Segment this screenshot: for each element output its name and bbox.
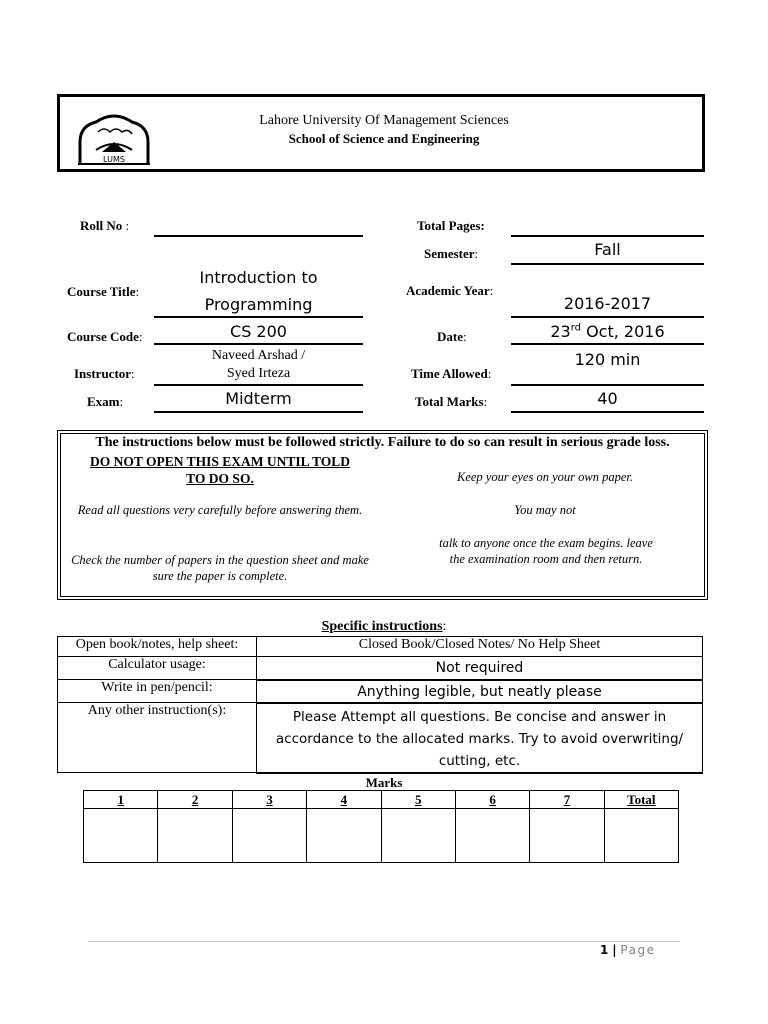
date-label: Date:	[437, 329, 467, 344]
school-name: School of Science and Engineering	[288, 131, 480, 146]
exam-line	[154, 411, 363, 413]
marks-title: Marks	[365, 775, 403, 790]
course-title-value-2: Programming	[204, 295, 313, 314]
page-word: Page	[620, 943, 656, 957]
marks-cell[interactable]	[604, 809, 678, 863]
marks-header: 1	[84, 791, 158, 809]
table-row	[58, 680, 703, 703]
marks-header: 4	[307, 791, 381, 809]
total-pages-line	[511, 235, 704, 237]
marks-cell[interactable]	[530, 809, 604, 863]
semester-label: Semester:	[424, 246, 479, 261]
course-code-label: Course Code:	[67, 329, 143, 344]
talk-leave-instruction: talk to anyone once the exam begins. leave the examination room and then return.	[439, 536, 653, 566]
spec-value: Not required	[257, 657, 703, 680]
you-may-not-instruction: You may not	[514, 503, 576, 517]
do-not-open-notice: DO NOT OPEN THIS EXAM UNTIL TOLD TO DO SO.	[89, 454, 351, 486]
read-questions-instruction: Read all questions very carefully before answering them.	[77, 503, 363, 517]
total-marks-label: Total Marks:	[415, 394, 488, 409]
spec-key: Open book/notes, help sheet:	[58, 637, 257, 657]
roll-no-label: Roll No :	[80, 218, 130, 233]
instructor-label: Instructor:	[74, 366, 135, 381]
time-allowed-line	[511, 384, 704, 386]
marks-cell[interactable]	[455, 809, 529, 863]
instructions-headline: The instructions below must be followed strictly. Failure to do so can result in serious grade loss.	[95, 435, 670, 450]
specific-instructions-table	[57, 636, 703, 774]
total-marks-line	[511, 411, 704, 413]
marks-header: 3	[232, 791, 306, 809]
spec-key: Calculator usage:	[58, 657, 257, 680]
course-title-label: Course Title:	[67, 284, 140, 299]
marks-table	[83, 790, 679, 863]
course-code-value: CS 200	[230, 322, 287, 341]
university-name: Lahore University Of Management Sciences	[259, 113, 509, 128]
time-allowed-value: 120 min	[574, 350, 641, 369]
time-allowed-label: Time Allowed:	[411, 366, 492, 381]
course-title-line	[154, 316, 363, 318]
course-code-line	[154, 343, 363, 345]
logo-text: LUMS	[103, 155, 125, 164]
page-number: 1	[600, 943, 609, 957]
instructor-value-2: Syed Irteza	[226, 366, 291, 381]
instructor-value-1: Naveed Arshad /	[211, 348, 306, 363]
specific-instructions-title: Specific instructions:	[321, 619, 447, 634]
marks-cell[interactable]	[307, 809, 381, 863]
spec-key: Any other instruction(s):	[58, 703, 257, 773]
table-row	[58, 703, 703, 773]
exam-value: Midterm	[225, 389, 292, 408]
marks-cell[interactable]	[158, 809, 232, 863]
table-row	[58, 657, 703, 680]
marks-header: 2	[158, 791, 232, 809]
course-title-value-1: Introduction to	[199, 268, 318, 287]
marks-cell[interactable]	[84, 809, 158, 863]
academic-year-label: Academic Year:	[406, 283, 494, 298]
spec-key: Write in pen/pencil:	[58, 680, 257, 703]
keep-eyes-instruction: Keep your eyes on your own paper.	[456, 470, 633, 484]
date-value: 23rd Oct, 2016	[550, 322, 665, 341]
total-marks-value: 40	[597, 389, 618, 408]
date-line	[511, 343, 704, 345]
marks-cell[interactable]	[381, 809, 455, 863]
table-row	[84, 809, 679, 863]
marks-header: 5	[381, 791, 455, 809]
semester-value: Fall	[594, 240, 621, 259]
academic-year-value: 2016-2017	[563, 294, 652, 313]
roll-no-line	[154, 235, 363, 237]
spec-value: Anything legible, but neatly please	[257, 680, 703, 703]
instructor-line	[154, 384, 363, 386]
semester-line	[511, 263, 704, 265]
marks-header: 7	[530, 791, 604, 809]
spec-value: Please Attempt all questions. Be concise and answer in accordance to the allocated marks. Try to avoid overwriting/ cutting, etc.	[257, 703, 703, 773]
spec-value: Closed Book/Closed Notes/ No Help Sheet	[257, 637, 703, 657]
page-separator: |	[612, 943, 617, 957]
marks-header: Total	[604, 791, 678, 809]
marks-cell[interactable]	[232, 809, 306, 863]
footer-rule	[88, 941, 680, 942]
exam-label: Exam:	[87, 394, 124, 409]
table-row	[84, 791, 679, 809]
academic-year-line	[511, 316, 704, 318]
total-pages-label: Total Pages:	[417, 218, 485, 233]
table-row	[58, 637, 703, 657]
page-footer	[600, 943, 655, 957]
marks-header: 6	[455, 791, 529, 809]
check-papers-instruction: Check the number of papers in the question sheet and make sure the paper is complete.	[71, 553, 369, 583]
